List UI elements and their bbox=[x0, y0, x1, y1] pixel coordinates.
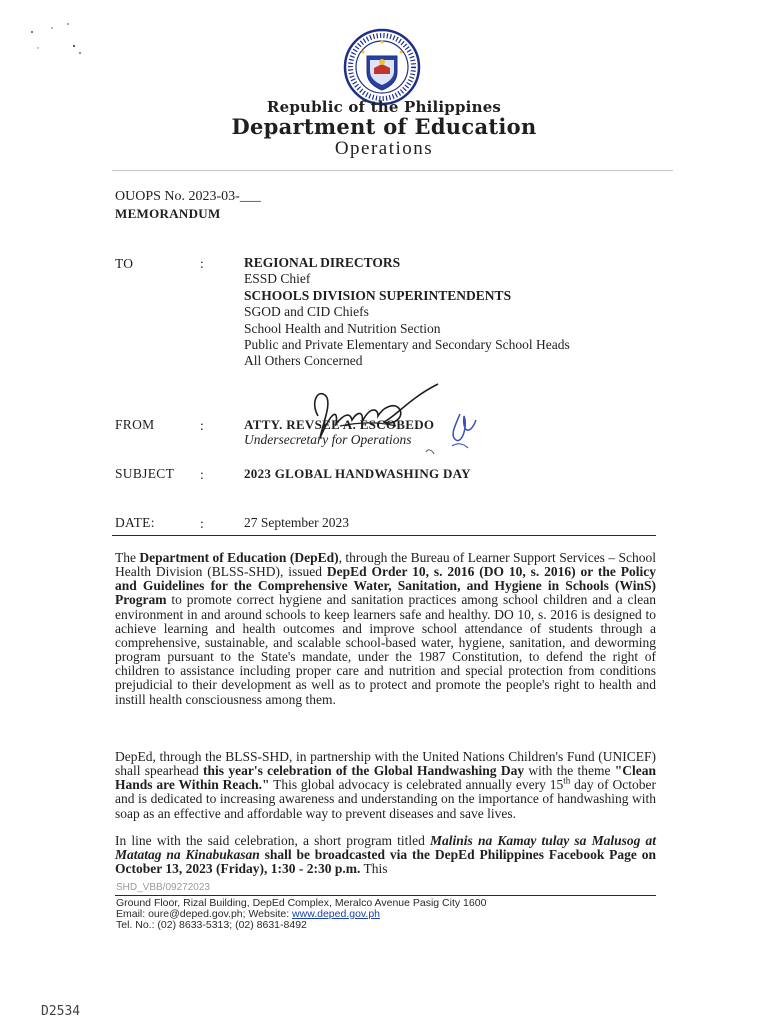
text-run: to promote correct hygiene and sanitation practices among school children and a clean environment in and around schools to keep learners safe and healthy. DO 10, s. 2016 is designed to achieve learning and health outcomes and improve school attendance of students through a comprehensive, sustainable, and scalable school-based water, hygiene, sanitation, and deworming program pursuant to the State's mandate, under the 1987 Constitution, to defend the right of children to assistance including proper care and nutrition and special protection from conditions prejudicial to their development as well as to protect and promote the people's right to health and instill health consciousness among them. bbox=[115, 592, 656, 707]
subject-value: 2023 GLOBAL HANDWASHING DAY bbox=[244, 466, 471, 481]
recipient-item: Public and Private Elementary and Secondary School Heads bbox=[244, 337, 570, 353]
text-run: shall be broadcasted via the DepEd Philippines Facebook Page on October 13, 2023 (Friday), 1:30 - 2:30 p.m. bbox=[115, 847, 657, 877]
recipient-item: All Others Concerned bbox=[244, 353, 363, 369]
text-run: Department of Education (DepEd) bbox=[139, 550, 339, 565]
text-run: This bbox=[360, 861, 388, 877]
footer-website-link[interactable]: www.deped.gov.ph bbox=[292, 908, 380, 920]
text-run: DepEd Order 10, s. 2016 (DO 10, s. 2016) or the Policy and Guidelines for the Comprehensive Water, Sanitation, and Hygiene in Schools (WinS) Program bbox=[115, 564, 657, 608]
subject-label: SUBJECT bbox=[115, 466, 175, 481]
recipient-item: SCHOOLS DIVISION SUPERINTENDENTS bbox=[244, 287, 512, 303]
text-run: The bbox=[115, 550, 140, 565]
header-divider bbox=[112, 170, 673, 171]
text-run: "Clean Hands are Within Reach." bbox=[115, 763, 657, 793]
to-colon: : bbox=[200, 256, 204, 271]
recipient-item: School Health and Nutrition Section bbox=[244, 320, 441, 336]
body-paragraph-3 bbox=[115, 834, 656, 876]
footer-email: Email: oure@deped.gov.ph; Website: bbox=[116, 908, 293, 920]
text-run: DepEd, through the BLSS-SHD, in partnership with the United Nations Children's Fund (UNICEF) shall spearhead bbox=[115, 749, 656, 779]
body-paragraph-2 bbox=[115, 750, 656, 821]
body-paragraph-1 bbox=[115, 551, 656, 707]
memo-type: MEMORANDUM bbox=[115, 206, 221, 221]
text-run: In line with the said celebration, a short program titled bbox=[115, 833, 431, 848]
text-run: , through the Bureau of Learner Support Services – School Health Division (BLSS-SHD), issued bbox=[115, 550, 656, 580]
date-colon: : bbox=[200, 516, 204, 531]
text-run: This global advocacy is celebrated annually every 15 bbox=[269, 777, 564, 793]
text-run: Malinis na Kamay tulay sa Malusog at Matatag na Kinabukasan bbox=[115, 833, 656, 863]
footer-address: Ground Floor, Rizal Building, DepEd Complex, Meralco Avenue Pasig City 1600 bbox=[116, 897, 487, 909]
recipient-list bbox=[244, 255, 570, 370]
memo-number: OUOPS No. 2023-03-___ bbox=[115, 189, 261, 204]
from-colon: : bbox=[200, 418, 204, 433]
deped-seal-icon bbox=[343, 28, 421, 106]
to-label: TO bbox=[115, 256, 134, 271]
footer-telephone: Tel. No.: (02) 8633-5313; (02) 8631-8492 bbox=[116, 919, 307, 931]
text-run: day of October and is dedicated to increasing awareness and understanding on the importance of handwashing with soap as an effective and affordable way to prevent diseases and save lives. bbox=[115, 777, 656, 821]
subject-colon: : bbox=[200, 467, 204, 482]
republic-heading: Republic of the Philippines bbox=[266, 98, 502, 116]
recipient-item: REGIONAL DIRECTORS bbox=[244, 255, 401, 270]
date-value: 27 September 2023 bbox=[244, 515, 349, 530]
date-label: DATE: bbox=[115, 515, 155, 530]
text-run: th bbox=[563, 775, 571, 786]
from-label: FROM bbox=[115, 417, 155, 432]
scan-specks bbox=[28, 20, 98, 70]
text-run: this year's celebration of the Global Handwashing Day bbox=[203, 763, 525, 779]
date-divider bbox=[112, 535, 656, 536]
office-heading: Operations bbox=[334, 138, 434, 159]
recipient-item: ESSD Chief bbox=[244, 271, 311, 287]
document-code: SHD_VBB/09272023 bbox=[116, 882, 210, 893]
text-run: with the theme bbox=[524, 763, 615, 779]
sender-title: Undersecretary for Operations bbox=[244, 432, 412, 447]
sender-name: ATTY. REVSEE A. ESCOBEDO bbox=[244, 417, 435, 432]
department-heading: Department of Education bbox=[231, 114, 537, 139]
page-mark: D2534 bbox=[41, 1004, 81, 1019]
footer-divider bbox=[115, 895, 656, 896]
recipient-item: SGOD and CID Chiefs bbox=[244, 304, 369, 320]
